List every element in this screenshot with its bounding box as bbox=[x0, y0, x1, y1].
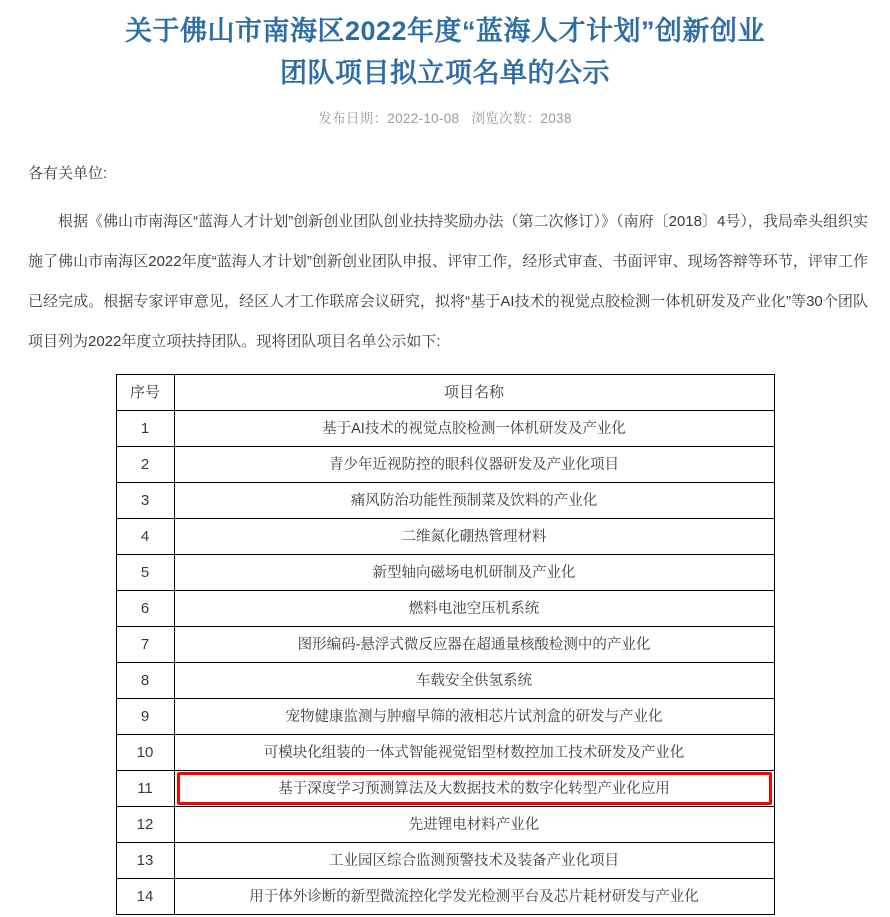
table-row bbox=[116, 447, 774, 483]
publish-date: 发布日期：2022-10-08 bbox=[318, 111, 460, 126]
table-row bbox=[116, 483, 774, 519]
cell-project-name: 车载安全供氢系统 bbox=[174, 663, 774, 699]
cell-index: 6 bbox=[116, 591, 174, 627]
table-row bbox=[116, 807, 774, 843]
cell-project-name: 燃料电池空压机系统 bbox=[174, 591, 774, 627]
cell-project-name: 新型轴向磁场电机研制及产业化 bbox=[174, 555, 774, 591]
cell-project-name: 可模块化组装的一体式智能视觉铝型材数控加工技术研发及产业化 bbox=[174, 735, 774, 771]
column-header-name: 项目名称 bbox=[174, 375, 774, 411]
table-row bbox=[116, 699, 774, 735]
page-title-line-2: 团队项目拟立项名单的公示 bbox=[280, 58, 610, 88]
cell-index: 11 bbox=[116, 771, 174, 807]
cell-project-name bbox=[174, 771, 774, 807]
table-row bbox=[116, 555, 774, 591]
page-title-line-1: 关于佛山市南海区2022年度“蓝海人才计划”创新创业 bbox=[124, 16, 766, 46]
cell-project-name-text: 基于深度学习预测算法及大数据技术的数字化转型产业化应用 bbox=[278, 780, 670, 797]
cell-index: 1 bbox=[116, 411, 174, 447]
table-row bbox=[116, 627, 774, 663]
cell-project-name: 先进锂电材料产业化 bbox=[174, 807, 774, 843]
cell-index: 14 bbox=[116, 879, 174, 915]
project-table-container bbox=[0, 362, 890, 915]
body-paragraph-1: 根据《佛山市南海区“蓝海人才计划”创新创业团队创业扶持奖励办法（第二次修订）》（南府〔2018〕4号），我局牵头组织实施了佛山市南海区2022年度“蓝海人才计划”创新创业团队申报、评审工作，经形式审查、书面评审、现场答辩等环节，评审工作已经完成。根据专家评审意见，经区人才工作联席会议研究，拟将“基于AI技术的视觉点胶检测一体机研发及产业化”等30个团队项目列为2022年度立项扶持团队。现将团队项目名单公示如下: bbox=[28, 213, 868, 350]
document-body bbox=[0, 154, 890, 362]
project-table-body bbox=[116, 411, 774, 915]
cell-project-name: 基于AI技术的视觉点胶检测一体机研发及产业化 bbox=[174, 411, 774, 447]
cell-project-name: 青少年近视防控的眼科仪器研发及产业化项目 bbox=[174, 447, 774, 483]
cell-index: 7 bbox=[116, 627, 174, 663]
table-row bbox=[116, 879, 774, 915]
column-header-index: 序号 bbox=[116, 375, 174, 411]
project-listing-table bbox=[116, 374, 775, 915]
cell-project-name: 工业园区综合监测预警技术及装备产业化项目 bbox=[174, 843, 774, 879]
cell-index: 13 bbox=[116, 843, 174, 879]
view-count: 浏览次数：2038 bbox=[471, 111, 572, 126]
salutation: 各有关单位: bbox=[28, 165, 108, 182]
cell-index: 12 bbox=[116, 807, 174, 843]
table-row bbox=[116, 519, 774, 555]
table-row bbox=[116, 411, 774, 447]
cell-index: 4 bbox=[116, 519, 174, 555]
document-meta bbox=[0, 94, 890, 128]
table-row bbox=[116, 771, 774, 807]
cell-project-name: 图形编码-悬浮式微反应器在超通量核酸检测中的产业化 bbox=[174, 627, 774, 663]
cell-index: 3 bbox=[116, 483, 174, 519]
cell-index: 10 bbox=[116, 735, 174, 771]
page-title bbox=[0, 0, 890, 94]
cell-project-name: 用于体外诊断的新型微流控化学发光检测平台及芯片耗材研发与产业化 bbox=[174, 879, 774, 915]
table-row bbox=[116, 735, 774, 771]
table-header-row bbox=[116, 375, 774, 411]
table-row bbox=[116, 591, 774, 627]
cell-index: 9 bbox=[116, 699, 174, 735]
table-row bbox=[116, 663, 774, 699]
cell-project-name: 二维氮化硼热管理材料 bbox=[174, 519, 774, 555]
cell-index: 5 bbox=[116, 555, 174, 591]
cell-index: 8 bbox=[116, 663, 174, 699]
cell-project-name: 宠物健康监测与肿瘤早筛的液相芯片试剂盒的研发与产业化 bbox=[174, 699, 774, 735]
cell-index: 2 bbox=[116, 447, 174, 483]
table-row bbox=[116, 843, 774, 879]
cell-project-name: 痛风防治功能性预制菜及饮料的产业化 bbox=[174, 483, 774, 519]
